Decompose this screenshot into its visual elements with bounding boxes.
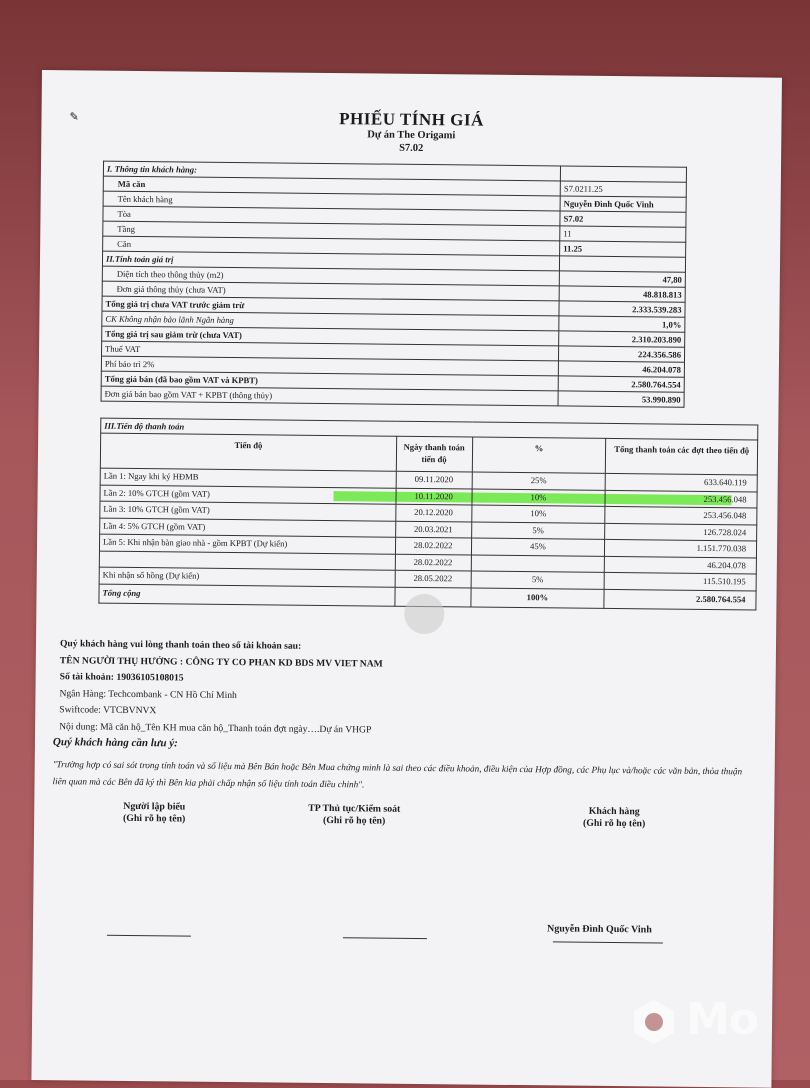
account-number: Số tài khoản: 19036105108015 bbox=[59, 671, 184, 684]
notice-text: "Trường hợp có sai sót trong tính toán và số liệu mà Bên Bán hoặc Bên Mua chứng minh là sai theo các điều khoản, điều kiện của Hợp đồng, các Phụ lục và/hoặc các văn bản, thỏa thuận liên quan mà các Bên đã ký thì Bên kia phải chấp nhận số liệu tính toán điều chỉnh". bbox=[52, 759, 743, 790]
row-value: 2.580.764.554 bbox=[558, 376, 684, 392]
stage-cell: Lần 4: 5% GTCH (gồm VAT) bbox=[100, 518, 396, 538]
watermark-logo-icon bbox=[630, 998, 678, 1046]
row-value: S7.02 bbox=[560, 211, 686, 227]
signature-line bbox=[107, 935, 191, 937]
total-percent: 100% bbox=[470, 588, 604, 608]
row-label: Tên khách hàng bbox=[103, 191, 560, 211]
percent-cell: 5% bbox=[471, 571, 605, 589]
signature-preparer bbox=[74, 800, 234, 826]
document-title: PHIẾU TÍNH GIÁ bbox=[339, 109, 484, 130]
row-value: 2.333.539.283 bbox=[559, 301, 685, 317]
row-value: Nguyễn Đình Quốc Vinh bbox=[560, 196, 686, 212]
signature-hint: (Ghi rõ họ tên) bbox=[322, 814, 386, 827]
amount-cell: 633.640.119 bbox=[605, 473, 757, 491]
section-heading: III.Tiến độ thanh toán bbox=[101, 418, 758, 440]
amount-cell: 46.204.078 bbox=[605, 556, 757, 574]
amount-cell: 1.151.770.038 bbox=[605, 539, 757, 557]
column-header: Ngày thanh toán tiến độ bbox=[396, 436, 472, 472]
row-value: 1,0% bbox=[559, 316, 685, 332]
row-label: Đơn giá bán bao gồm VAT + KPBT (thông thủy) bbox=[101, 386, 558, 406]
signature-role: TP Thủ tục/Kiểm soát bbox=[308, 802, 401, 815]
signature-customer bbox=[534, 805, 694, 831]
signature-hint: (Ghi rõ họ tên) bbox=[582, 817, 646, 830]
percent-cell bbox=[471, 555, 605, 573]
date-cell: 20.03.2021 bbox=[395, 521, 471, 538]
stage-cell: Khi nhận sổ hồng (Dự kiến) bbox=[99, 567, 395, 587]
stage-cell: Lần 1: Ngay khi ký HĐMB bbox=[100, 468, 396, 488]
bank-name: Ngân Hàng: Techcombank - CN Hồ Chí Minh bbox=[59, 687, 237, 701]
row-value: 46.204.078 bbox=[558, 361, 684, 377]
total-amount: 2.580.764.554 bbox=[604, 589, 756, 610]
row-label: Diện tích theo thông thủy (m2) bbox=[102, 266, 559, 286]
overlay-logo-icon bbox=[404, 594, 444, 634]
percent-cell: 10% bbox=[471, 505, 605, 523]
signature-role: Khách hàng bbox=[588, 805, 640, 818]
row-value: 2.310.203.890 bbox=[559, 331, 685, 347]
customer-signed-name: Nguyễn Đình Quốc Vinh bbox=[546, 923, 652, 936]
row-label: Tòa bbox=[103, 206, 560, 226]
column-header: Tổng thanh toán các đợt theo tiến độ bbox=[606, 438, 758, 475]
percent-cell: 25% bbox=[472, 472, 606, 490]
percent-cell: 5% bbox=[471, 522, 605, 540]
pen-mark-icon: ✎ bbox=[69, 111, 79, 124]
row-value: 11.25 bbox=[560, 241, 686, 257]
signature-role: Người lập biểu bbox=[123, 800, 186, 813]
date-cell: 09.11.2020 bbox=[396, 471, 472, 488]
watermark bbox=[630, 988, 800, 1058]
row-value: 48.818.813 bbox=[559, 286, 685, 302]
column-header: Tiến độ bbox=[100, 433, 396, 471]
watermark-text: Mo bbox=[686, 994, 759, 1045]
amount-cell: 115.510.195 bbox=[604, 572, 756, 590]
price-info-table bbox=[101, 161, 687, 408]
stage-cell: Lần 2: 10% GTCH (gồm VAT) bbox=[100, 485, 396, 505]
percent-cell: 45% bbox=[471, 538, 605, 556]
signature-hint: (Ghi rõ họ tên) bbox=[122, 812, 186, 825]
row-value: 47,80 bbox=[559, 271, 685, 287]
row-label: Tầng bbox=[103, 221, 560, 241]
stage-cell: Lần 3: 10% GTCH (gồm VAT) bbox=[100, 501, 396, 521]
row-value: 11 bbox=[560, 226, 686, 242]
row-label: Thuế VAT bbox=[102, 341, 559, 361]
row-label: Căn bbox=[103, 236, 560, 256]
signature-supervisor bbox=[274, 802, 434, 828]
signature-line bbox=[343, 937, 427, 939]
beneficiary-name: TÊN NGƯỜI THỤ HƯỞNG : CÔNG TY CO PHAN KD BDS MV VIET NAM bbox=[59, 654, 383, 670]
column-header: % bbox=[472, 437, 606, 473]
payment-content: Nội dung: Mã căn hộ_Tên KH mua căn hộ_Thanh toán đợt ngày….Dự án VHGP bbox=[59, 720, 372, 735]
row-label: Tổng giá trị chưa VAT trước giảm trừ bbox=[102, 296, 559, 316]
amount-cell: 253.456.048 bbox=[605, 506, 757, 524]
total-label: Tổng cộng bbox=[99, 584, 395, 606]
row-value: S7.0211.25 bbox=[560, 181, 686, 197]
notice-title: Quý khách hàng cần lưu ý: bbox=[52, 736, 178, 750]
row-label: Tổng giá trị sau giảm trừ (chưa VAT) bbox=[102, 326, 559, 346]
swift-code: Swiftcode: VTCBVNVX bbox=[59, 704, 157, 717]
project-name: Dự án The Origami bbox=[367, 129, 456, 142]
section-heading: II.Tính toán giá trị bbox=[102, 251, 559, 271]
date-cell: 10.11.2020 bbox=[396, 488, 472, 505]
stage-cell: Lần 5: Khi nhận bàn giao nhà - gồm KPBT (Dự kiến) bbox=[99, 534, 395, 554]
percent-cell: 10% bbox=[472, 489, 606, 507]
row-value: 53.990.890 bbox=[558, 391, 684, 407]
row-value: 224.356.586 bbox=[559, 346, 685, 362]
amount-cell: 126.728.024 bbox=[605, 523, 757, 541]
row-label: Tổng giá bán (đã bao gồm VAT và KPBT) bbox=[101, 371, 558, 391]
date-cell: 28.02.2022 bbox=[395, 554, 471, 571]
payment-intro: Quý khách hàng vui lòng thanh toán theo số tài khoản sau: bbox=[59, 638, 302, 652]
row-label: Đơn giá thông thủy (chưa VAT) bbox=[102, 281, 559, 301]
date-cell: 28.02.2022 bbox=[395, 537, 471, 554]
row-label: CK Không nhận bảo lãnh Ngân hàng bbox=[102, 311, 559, 331]
payment-schedule-table bbox=[98, 418, 758, 610]
bank-info-block bbox=[59, 636, 383, 738]
document-page bbox=[31, 70, 782, 1088]
row-label: Mã căn bbox=[103, 176, 560, 196]
date-cell: 28.05.2022 bbox=[395, 570, 471, 587]
row-label: Phí bảo trì 2% bbox=[101, 356, 558, 376]
signature-line bbox=[553, 941, 663, 943]
date-cell: 20.12.2020 bbox=[395, 504, 471, 521]
section-heading: I. Thông tin khách hàng: bbox=[103, 161, 560, 181]
amount-cell: 253.456.048 bbox=[605, 490, 757, 508]
unit-code: S7.02 bbox=[399, 142, 424, 154]
